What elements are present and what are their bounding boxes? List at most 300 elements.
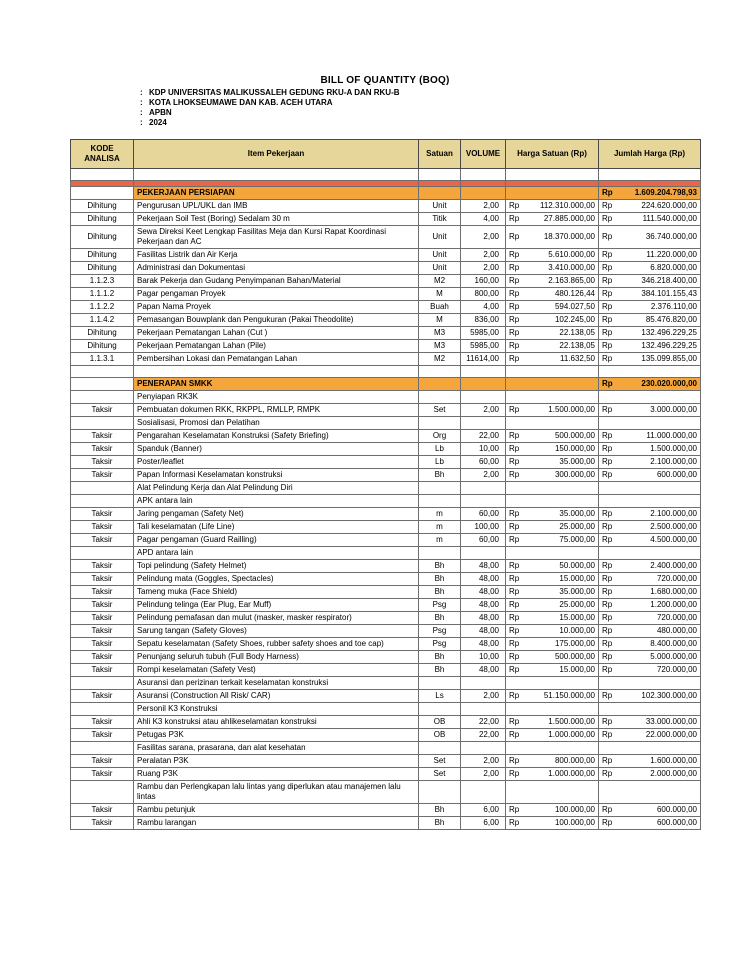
amount: 18.370.000,00 [543,232,595,241]
harga-satuan-cell-value [509,250,595,260]
satuan-cell [419,417,461,430]
jumlah-harga-cell-value [602,328,697,338]
satuan-cell [419,187,461,200]
satuan-cell: Set [419,404,461,417]
currency-prefix: Rp [509,509,520,518]
currency-prefix: Rp [602,587,613,596]
satuan-cell: M3 [419,327,461,340]
currency-prefix: Rp [602,561,613,570]
amount: 25.000,00 [559,522,595,531]
amount: 102.300.000,00 [641,691,697,700]
kode-analisa-cell: 1.1.2.3 [71,275,134,288]
item-pekerjaan-cell: Sosialisasi, Promosi dan Pelatihan [134,417,419,430]
satuan-cell: Bh [419,817,461,830]
harga-satuan-cell [506,391,599,404]
currency-prefix: Rp [602,717,613,726]
harga-satuan-cell [506,781,599,804]
amount: 132.496.229,25 [641,341,697,350]
jumlah-harga-cell-value [602,263,697,273]
amount: 135.099.855,00 [641,354,697,363]
volume-cell: 2,00 [461,755,506,768]
satuan-cell: Psg [419,638,461,651]
satuan-cell: Bh [419,573,461,586]
jumlah-harga-cell-value [602,379,697,389]
kode-analisa-cell: Dihitung [71,327,134,340]
harga-satuan-cell-value [509,405,595,415]
satuan-cell: Ls [419,690,461,703]
currency-prefix: Rp [509,276,520,285]
item-pekerjaan-cell: Sewa Direksi Keet Lengkap Fasilitas Meja dan Kursi Rapat Koordinasi Pekerjaan dan AC [134,226,419,249]
amount: 111.540.000,00 [642,214,697,223]
jumlah-harga-cell [599,573,701,586]
satuan-cell: OB [419,729,461,742]
jumlah-harga-cell [599,443,701,456]
currency-prefix: Rp [509,328,520,337]
amount: 1.500.000,00 [548,405,595,414]
amount: 224.620.000,00 [641,201,697,210]
boq-spacer-row [71,366,701,378]
currency-prefix: Rp [602,250,613,259]
satuan-cell [419,703,461,716]
volume-cell: 5985,00 [461,340,506,353]
kode-analisa-cell: Taksir [71,560,134,573]
jumlah-harga-cell [599,534,701,547]
harga-satuan-cell [506,651,599,664]
item-pekerjaan-cell [134,169,419,181]
kode-analisa-cell: Taksir [71,664,134,677]
jumlah-harga-cell-value [602,289,697,299]
satuan-cell: Lb [419,443,461,456]
currency-prefix: Rp [602,232,613,241]
boq-item-row [71,690,701,703]
item-pekerjaan-cell: Spanduk (Banner) [134,443,419,456]
amount: 480.126,44 [554,289,595,298]
satuan-cell [419,495,461,508]
jumlah-harga-cell-value [602,665,697,675]
meta-separator: : [140,108,143,117]
volume-cell: 836,00 [461,314,506,327]
boq-item-row [71,262,701,275]
harga-satuan-cell [506,213,599,226]
item-pekerjaan-cell: Papan Informasi Keselamatan konstruksi [134,469,419,482]
boq-item-row [71,729,701,742]
harga-satuan-cell [506,804,599,817]
amount: 35.000,00 [559,509,595,518]
harga-satuan-cell [506,262,599,275]
harga-satuan-cell-value [509,470,595,480]
harga-satuan-cell [506,768,599,781]
volume-cell [461,703,506,716]
jumlah-harga-cell [599,249,701,262]
jumlah-harga-cell [599,391,701,404]
boq-item-row [71,612,701,625]
currency-prefix: Rp [602,188,613,197]
jumlah-harga-cell-value [602,756,697,766]
amount: 8.400.000,00 [650,639,697,648]
kode-analisa-cell [71,417,134,430]
item-pekerjaan-cell: PENERAPAN SMKK [134,378,419,391]
kode-analisa-cell: Dihitung [71,226,134,249]
currency-prefix: Rp [509,805,520,814]
satuan-cell: Org [419,430,461,443]
boq-item-row [71,573,701,586]
amount: 3.000.000,00 [650,405,697,414]
harga-satuan-cell [506,817,599,830]
amount: 500.000,00 [554,431,595,440]
harga-satuan-cell-value [509,509,595,519]
harga-satuan-cell-value [509,341,595,351]
kode-analisa-cell: Taksir [71,404,134,417]
jumlah-harga-cell [599,716,701,729]
kode-analisa-cell: Taksir [71,508,134,521]
item-pekerjaan-cell: Rompi keselamatan (Safety Vest) [134,664,419,677]
volume-cell: 2,00 [461,690,506,703]
jumlah-harga-cell-value [602,188,697,198]
harga-satuan-cell-value [509,457,595,467]
currency-prefix: Rp [602,613,613,622]
currency-prefix: Rp [509,444,520,453]
harga-satuan-cell-value [509,561,595,571]
satuan-cell: Bh [419,586,461,599]
jumlah-harga-cell [599,482,701,495]
item-pekerjaan-cell: Tali keselamatan (Life Line) [134,521,419,534]
volume-cell: 60,00 [461,456,506,469]
boq-item-row [71,521,701,534]
kode-analisa-cell: Taksir [71,469,134,482]
harga-satuan-cell-value [509,756,595,766]
item-pekerjaan-cell: Papan Nama Proyek [134,301,419,314]
item-pekerjaan-cell: Fasilitas sarana, prasarana, dan alat kesehatan [134,742,419,755]
boq-item-row [71,755,701,768]
jumlah-harga-cell-value [602,587,697,597]
amount: 175.000,00 [554,639,595,648]
currency-prefix: Rp [602,470,613,479]
amount: 720.000,00 [656,613,697,622]
currency-prefix: Rp [509,769,520,778]
harga-satuan-cell-value [509,276,595,286]
currency-prefix: Rp [602,535,613,544]
jumlah-harga-cell-value [602,805,697,815]
jumlah-harga-cell-value [602,522,697,532]
amount: 22.138,05 [559,341,595,350]
harga-satuan-cell [506,249,599,262]
amount: 112.310.000,00 [539,201,595,210]
kode-analisa-cell: 1.1.4.2 [71,314,134,327]
item-pekerjaan-cell: APD antara lain [134,547,419,560]
amount: 1.200.000,00 [650,600,697,609]
amount: 100.000,00 [554,805,595,814]
item-pekerjaan-cell: Ahli K3 konstruksi atau ahlikeselamatan konstruksi [134,716,419,729]
harga-satuan-cell [506,664,599,677]
harga-satuan-cell-value [509,600,595,610]
harga-satuan-cell-value [509,263,595,273]
boq-item-row [71,327,701,340]
amount: 75.000,00 [559,535,595,544]
harga-satuan-cell-value [509,805,595,815]
jumlah-harga-cell [599,729,701,742]
volume-cell: 48,00 [461,638,506,651]
jumlah-harga-cell-value [602,470,697,480]
jumlah-harga-cell-value [602,341,697,351]
kode-analisa-cell: Taksir [71,625,134,638]
jumlah-harga-cell [599,690,701,703]
harga-satuan-cell-value [509,315,595,325]
item-pekerjaan-cell: Jaring pengaman (Safety Net) [134,508,419,521]
jumlah-harga-cell [599,586,701,599]
kode-analisa-cell: Taksir [71,430,134,443]
kode-analisa-cell: Taksir [71,817,134,830]
jumlah-harga-cell [599,404,701,417]
kode-analisa-cell [71,703,134,716]
currency-prefix: Rp [602,805,613,814]
jumlah-harga-cell [599,340,701,353]
jumlah-harga-cell [599,288,701,301]
amount: 346.218.400,00 [641,276,697,285]
meta-separator: : [140,88,143,97]
amount: 800.000,00 [554,756,595,765]
jumlah-harga-cell-value [602,574,697,584]
currency-prefix: Rp [602,276,613,285]
harga-satuan-cell [506,521,599,534]
harga-satuan-cell [506,638,599,651]
satuan-cell [419,677,461,690]
boq-item-row [71,275,701,288]
amount: 36.740.000,00 [645,232,697,241]
volume-cell [461,417,506,430]
item-pekerjaan-cell: APK antara lain [134,495,419,508]
harga-satuan-cell [506,677,599,690]
harga-satuan-cell [506,200,599,213]
volume-cell: 48,00 [461,599,506,612]
boq-item-row [71,586,701,599]
item-pekerjaan-cell: PEKERJAAN PERSIAPAN [134,187,419,200]
item-pekerjaan-cell: Personil K3 Konstruksi [134,703,419,716]
kode-analisa-cell: Taksir [71,716,134,729]
boq-item-row [71,353,701,366]
boq-item-row [71,716,701,729]
kode-analisa-cell [71,781,134,804]
jumlah-harga-cell [599,495,701,508]
currency-prefix: Rp [509,341,520,350]
volume-cell: 2,00 [461,249,506,262]
volume-cell: 2,00 [461,469,506,482]
harga-satuan-cell [506,534,599,547]
currency-prefix: Rp [509,302,520,311]
harga-satuan-cell-value [509,354,595,364]
boq-item-row [71,404,701,417]
item-pekerjaan-cell: Sepatu keselamatan (Safety Shoes, rubber safety shoes and toe cap) [134,638,419,651]
kode-analisa-cell: Taksir [71,586,134,599]
jumlah-harga-cell-value [602,509,697,519]
jumlah-harga-cell [599,366,701,378]
meta-line-year [140,118,400,128]
kode-analisa-cell: Taksir [71,729,134,742]
currency-prefix: Rp [602,354,613,363]
satuan-cell: Bh [419,664,461,677]
amount: 594.027,50 [554,302,595,311]
jumlah-harga-cell-value [602,201,697,211]
item-pekerjaan-cell: Rambu larangan [134,817,419,830]
satuan-cell [419,547,461,560]
currency-prefix: Rp [602,665,613,674]
harga-satuan-cell [506,573,599,586]
col-header-item-pekerjaan: Item Pekerjaan [134,140,419,169]
meta-line-funding [140,108,400,118]
volume-cell: 2,00 [461,262,506,275]
harga-satuan-cell [506,275,599,288]
volume-cell: 48,00 [461,612,506,625]
jumlah-harga-cell-value [602,302,697,312]
item-pekerjaan-cell: Poster/leaflet [134,456,419,469]
meta-line-location [140,98,400,108]
item-pekerjaan-cell: Pengurusan UPL/UKL dan IMB [134,200,419,213]
volume-cell [461,677,506,690]
harga-satuan-cell-value [509,201,595,211]
currency-prefix: Rp [602,201,613,210]
item-pekerjaan-cell: Asuransi dan perizinan terkait keselamatan konstruksi [134,677,419,690]
volume-cell: 48,00 [461,664,506,677]
volume-cell: 48,00 [461,586,506,599]
volume-cell: 48,00 [461,573,506,586]
currency-prefix: Rp [509,232,520,241]
amount: 22.138,05 [559,328,595,337]
document-meta [140,88,400,128]
satuan-cell: OB [419,716,461,729]
satuan-cell: Unit [419,226,461,249]
currency-prefix: Rp [602,405,613,414]
amount: 2.163.865,00 [548,276,595,285]
currency-prefix: Rp [602,574,613,583]
amount: 2.376.110,00 [650,302,697,311]
kode-analisa-cell: Dihitung [71,213,134,226]
volume-cell [461,378,506,391]
satuan-cell: Unit [419,200,461,213]
harga-satuan-cell [506,625,599,638]
amount: 2.500.000,00 [650,522,697,531]
currency-prefix: Rp [602,444,613,453]
boq-item-row [71,314,701,327]
harga-satuan-cell-value [509,328,595,338]
satuan-cell: M3 [419,340,461,353]
harga-satuan-cell-value [509,730,595,740]
jumlah-harga-cell [599,327,701,340]
currency-prefix: Rp [509,574,520,583]
volume-cell [461,169,506,181]
boq-item-row [71,213,701,226]
boq-item-row [71,768,701,781]
kode-analisa-cell [71,677,134,690]
boq-subhead-row [71,417,701,430]
item-pekerjaan-cell: Pekerjaan Pematangan Lahan (Pile) [134,340,419,353]
amount: 384.101.155,43 [641,289,697,298]
amount: 22.000.000,00 [645,730,697,739]
jumlah-harga-cell [599,560,701,573]
jumlah-harga-cell [599,430,701,443]
currency-prefix: Rp [509,818,520,827]
harga-satuan-cell-value [509,289,595,299]
kode-analisa-cell: Taksir [71,768,134,781]
harga-satuan-cell-value [509,665,595,675]
item-pekerjaan-cell: Alat Pelindung Kerja dan Alat Pelindung Diri [134,482,419,495]
amount: 5.610.000,00 [548,250,595,259]
item-pekerjaan-cell: Pekerjaan Pematangan Lahan (Cut ) [134,327,419,340]
jumlah-harga-cell-value [602,717,697,727]
jumlah-harga-cell-value [602,613,697,623]
jumlah-harga-cell-value [602,354,697,364]
currency-prefix: Rp [509,405,520,414]
currency-prefix: Rp [602,600,613,609]
amount: 102.245,00 [554,315,595,324]
satuan-cell: Bh [419,560,461,573]
kode-analisa-cell: Taksir [71,690,134,703]
amount: 1.600.000,00 [650,756,697,765]
amount: 600.000,00 [656,805,697,814]
satuan-cell: Set [419,755,461,768]
currency-prefix: Rp [509,652,520,661]
amount: 3.410.000,00 [548,263,595,272]
amount: 50.000,00 [559,561,595,570]
currency-prefix: Rp [602,289,613,298]
currency-prefix: Rp [602,457,613,466]
amount: 15.000,00 [559,665,595,674]
currency-prefix: Rp [602,214,613,223]
kode-analisa-cell: Dihitung [71,262,134,275]
volume-cell: 4,00 [461,301,506,314]
boq-item-row [71,560,701,573]
satuan-cell: Bh [419,804,461,817]
jumlah-harga-cell [599,314,701,327]
item-pekerjaan-cell: Pelindung telinga (Ear Plug, Ear Muff) [134,599,419,612]
harga-satuan-cell-value [509,587,595,597]
volume-cell: 10,00 [461,443,506,456]
jumlah-harga-cell-value [602,444,697,454]
item-pekerjaan-cell: Pelindung pemafasan dan mulut (masker, masker respirator) [134,612,419,625]
kode-analisa-cell: Taksir [71,534,134,547]
volume-cell: 4,00 [461,213,506,226]
kode-analisa-cell: Dihitung [71,200,134,213]
harga-satuan-cell [506,456,599,469]
jumlah-harga-cell-value [602,214,697,224]
boq-item-row [71,443,701,456]
jumlah-harga-cell [599,638,701,651]
harga-satuan-cell-value [509,613,595,623]
amount: 1.500.000,00 [650,444,697,453]
currency-prefix: Rp [509,315,520,324]
kode-analisa-cell: Dihitung [71,340,134,353]
currency-prefix: Rp [509,613,520,622]
jumlah-harga-cell [599,353,701,366]
volume-cell: 6,00 [461,804,506,817]
currency-prefix: Rp [509,457,520,466]
item-pekerjaan-cell: Ruang P3K [134,768,419,781]
volume-cell: 5985,00 [461,327,506,340]
item-pekerjaan-cell: Tameng muka (Face Shield) [134,586,419,599]
harga-satuan-cell [506,301,599,314]
harga-satuan-cell-value [509,214,595,224]
amount: 51.150.000,00 [543,691,595,700]
volume-cell: 2,00 [461,200,506,213]
currency-prefix: Rp [509,639,520,648]
kode-analisa-cell [71,169,134,181]
amount: 35.000,00 [559,587,595,596]
col-header-jumlah-harga: Jumlah Harga (Rp) [599,140,701,169]
item-pekerjaan-cell: Pekerjaan Soil Test (Boring) Sedalam 30 m [134,213,419,226]
volume-cell: 11614,00 [461,353,506,366]
jumlah-harga-cell [599,378,701,391]
currency-prefix: Rp [509,201,520,210]
harga-satuan-cell [506,729,599,742]
boq-item-row [71,638,701,651]
